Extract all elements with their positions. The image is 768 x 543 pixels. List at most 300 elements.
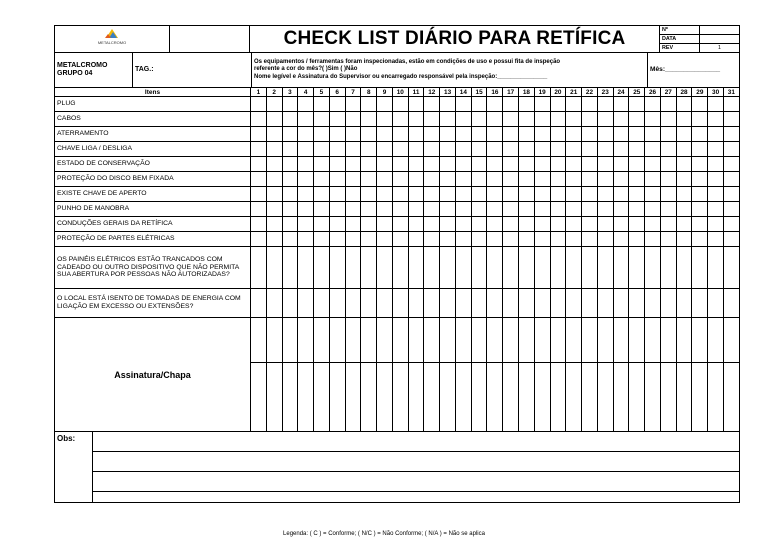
day-check-cell[interactable] [613,247,629,289]
day-check-cell[interactable] [392,97,408,112]
day-check-cell[interactable] [440,289,456,318]
day-check-cell[interactable] [329,247,345,289]
day-check-cell[interactable] [424,289,440,318]
day-check-cell[interactable] [282,187,298,202]
day-signature-cell[interactable] [282,363,298,432]
day-check-cell[interactable] [455,289,471,318]
day-check-cell[interactable] [266,202,282,217]
day-check-cell[interactable] [723,112,739,127]
day-check-cell[interactable] [471,232,487,247]
day-check-cell[interactable] [629,202,645,217]
day-check-cell[interactable] [597,289,613,318]
day-signature-cell[interactable] [251,363,267,432]
day-check-cell[interactable] [566,247,582,289]
day-check-cell[interactable] [582,289,598,318]
day-check-cell[interactable] [424,142,440,157]
day-signature-cell[interactable] [613,318,629,363]
day-check-cell[interactable] [708,232,724,247]
day-signature-cell[interactable] [692,363,708,432]
day-check-cell[interactable] [455,127,471,142]
day-check-cell[interactable] [424,97,440,112]
day-check-cell[interactable] [723,187,739,202]
day-check-cell[interactable] [345,187,361,202]
day-check-cell[interactable] [660,289,676,318]
day-check-cell[interactable] [629,247,645,289]
day-signature-cell[interactable] [645,318,661,363]
day-check-cell[interactable] [534,217,550,232]
day-check-cell[interactable] [708,247,724,289]
day-check-cell[interactable] [487,97,503,112]
day-check-cell[interactable] [345,289,361,318]
day-check-cell[interactable] [251,157,267,172]
day-check-cell[interactable] [629,157,645,172]
day-check-cell[interactable] [266,112,282,127]
day-check-cell[interactable] [503,247,519,289]
day-check-cell[interactable] [550,289,566,318]
day-check-cell[interactable] [455,187,471,202]
day-check-cell[interactable] [345,217,361,232]
day-check-cell[interactable] [329,232,345,247]
day-check-cell[interactable] [440,202,456,217]
day-check-cell[interactable] [424,187,440,202]
day-check-cell[interactable] [613,127,629,142]
day-signature-cell[interactable] [298,363,314,432]
day-check-cell[interactable] [361,202,377,217]
day-check-cell[interactable] [550,142,566,157]
day-check-cell[interactable] [660,172,676,187]
day-check-cell[interactable] [314,247,330,289]
day-check-cell[interactable] [392,289,408,318]
day-check-cell[interactable] [629,232,645,247]
day-signature-cell[interactable] [534,363,550,432]
day-check-cell[interactable] [503,289,519,318]
day-signature-cell[interactable] [519,318,535,363]
day-check-cell[interactable] [471,142,487,157]
day-check-cell[interactable] [329,217,345,232]
day-check-cell[interactable] [487,217,503,232]
day-check-cell[interactable] [392,217,408,232]
day-check-cell[interactable] [723,289,739,318]
day-check-cell[interactable] [455,112,471,127]
day-check-cell[interactable] [645,232,661,247]
day-check-cell[interactable] [660,127,676,142]
day-check-cell[interactable] [487,232,503,247]
day-check-cell[interactable] [645,202,661,217]
day-check-cell[interactable] [298,217,314,232]
day-check-cell[interactable] [345,157,361,172]
day-check-cell[interactable] [503,232,519,247]
day-check-cell[interactable] [298,232,314,247]
day-check-cell[interactable] [676,97,692,112]
day-check-cell[interactable] [503,172,519,187]
day-check-cell[interactable] [345,172,361,187]
day-check-cell[interactable] [582,202,598,217]
day-check-cell[interactable] [329,172,345,187]
day-signature-cell[interactable] [708,318,724,363]
day-check-cell[interactable] [455,172,471,187]
day-check-cell[interactable] [550,202,566,217]
day-check-cell[interactable] [266,217,282,232]
day-check-cell[interactable] [377,289,393,318]
day-check-cell[interactable] [597,247,613,289]
day-check-cell[interactable] [377,142,393,157]
day-check-cell[interactable] [377,172,393,187]
day-signature-cell[interactable] [440,363,456,432]
day-check-cell[interactable] [503,112,519,127]
date-value[interactable] [700,35,740,44]
day-signature-cell[interactable] [487,363,503,432]
day-signature-cell[interactable] [377,363,393,432]
day-check-cell[interactable] [613,217,629,232]
day-check-cell[interactable] [471,97,487,112]
day-check-cell[interactable] [566,112,582,127]
day-check-cell[interactable] [282,157,298,172]
day-check-cell[interactable] [676,127,692,142]
day-check-cell[interactable] [377,232,393,247]
day-check-cell[interactable] [660,217,676,232]
day-check-cell[interactable] [377,187,393,202]
day-check-cell[interactable] [408,142,424,157]
day-check-cell[interactable] [282,247,298,289]
day-signature-cell[interactable] [582,318,598,363]
day-check-cell[interactable] [345,142,361,157]
day-check-cell[interactable] [692,247,708,289]
day-check-cell[interactable] [361,232,377,247]
day-check-cell[interactable] [519,112,535,127]
day-signature-cell[interactable] [440,318,456,363]
day-check-cell[interactable] [597,97,613,112]
day-check-cell[interactable] [487,142,503,157]
day-check-cell[interactable] [455,202,471,217]
day-check-cell[interactable] [519,202,535,217]
day-check-cell[interactable] [329,112,345,127]
day-signature-cell[interactable] [645,363,661,432]
day-check-cell[interactable] [345,247,361,289]
day-check-cell[interactable] [314,202,330,217]
day-check-cell[interactable] [723,217,739,232]
day-check-cell[interactable] [519,232,535,247]
day-signature-cell[interactable] [676,318,692,363]
day-check-cell[interactable] [503,217,519,232]
day-check-cell[interactable] [597,187,613,202]
day-check-cell[interactable] [629,172,645,187]
day-check-cell[interactable] [723,142,739,157]
day-signature-cell[interactable] [534,318,550,363]
day-check-cell[interactable] [692,112,708,127]
day-check-cell[interactable] [613,112,629,127]
day-check-cell[interactable] [660,97,676,112]
day-check-cell[interactable] [251,187,267,202]
day-check-cell[interactable] [723,232,739,247]
day-check-cell[interactable] [377,247,393,289]
day-check-cell[interactable] [266,247,282,289]
day-check-cell[interactable] [471,289,487,318]
day-signature-cell[interactable] [503,318,519,363]
day-check-cell[interactable] [692,127,708,142]
day-check-cell[interactable] [550,172,566,187]
day-check-cell[interactable] [723,127,739,142]
day-check-cell[interactable] [408,217,424,232]
day-check-cell[interactable] [282,112,298,127]
day-check-cell[interactable] [392,142,408,157]
day-signature-cell[interactable] [392,363,408,432]
day-check-cell[interactable] [440,172,456,187]
day-signature-cell[interactable] [314,318,330,363]
day-check-cell[interactable] [519,97,535,112]
day-check-cell[interactable] [251,202,267,217]
day-check-cell[interactable] [424,217,440,232]
day-check-cell[interactable] [298,112,314,127]
day-check-cell[interactable] [660,142,676,157]
day-check-cell[interactable] [676,157,692,172]
day-signature-cell[interactable] [597,318,613,363]
day-check-cell[interactable] [550,112,566,127]
day-check-cell[interactable] [361,289,377,318]
day-signature-cell[interactable] [597,363,613,432]
day-signature-cell[interactable] [723,363,739,432]
day-check-cell[interactable] [314,157,330,172]
day-check-cell[interactable] [345,97,361,112]
day-check-cell[interactable] [708,157,724,172]
obs-line[interactable] [93,472,740,492]
day-signature-cell[interactable] [361,363,377,432]
day-check-cell[interactable] [266,172,282,187]
day-check-cell[interactable] [534,112,550,127]
day-check-cell[interactable] [550,247,566,289]
day-check-cell[interactable] [345,232,361,247]
day-check-cell[interactable] [329,157,345,172]
day-check-cell[interactable] [519,187,535,202]
day-check-cell[interactable] [534,289,550,318]
day-check-cell[interactable] [282,217,298,232]
day-check-cell[interactable] [723,157,739,172]
day-check-cell[interactable] [550,157,566,172]
day-check-cell[interactable] [692,172,708,187]
day-check-cell[interactable] [550,232,566,247]
day-check-cell[interactable] [392,172,408,187]
day-check-cell[interactable] [471,127,487,142]
day-check-cell[interactable] [377,112,393,127]
day-check-cell[interactable] [597,172,613,187]
day-check-cell[interactable] [266,187,282,202]
day-check-cell[interactable] [534,232,550,247]
day-check-cell[interactable] [629,97,645,112]
day-check-cell[interactable] [582,157,598,172]
day-check-cell[interactable] [708,127,724,142]
day-check-cell[interactable] [424,157,440,172]
day-check-cell[interactable] [645,142,661,157]
day-check-cell[interactable] [629,187,645,202]
day-check-cell[interactable] [597,232,613,247]
day-check-cell[interactable] [361,97,377,112]
day-check-cell[interactable] [613,202,629,217]
day-check-cell[interactable] [629,112,645,127]
day-check-cell[interactable] [534,97,550,112]
day-signature-cell[interactable] [408,318,424,363]
day-check-cell[interactable] [676,187,692,202]
day-check-cell[interactable] [408,247,424,289]
day-check-cell[interactable] [298,172,314,187]
day-check-cell[interactable] [550,217,566,232]
day-check-cell[interactable] [566,232,582,247]
day-check-cell[interactable] [503,202,519,217]
day-check-cell[interactable] [408,157,424,172]
day-check-cell[interactable] [455,97,471,112]
day-check-cell[interactable] [519,142,535,157]
day-check-cell[interactable] [503,157,519,172]
day-check-cell[interactable] [723,247,739,289]
day-check-cell[interactable] [629,289,645,318]
day-signature-cell[interactable] [251,318,267,363]
day-check-cell[interactable] [519,157,535,172]
day-signature-cell[interactable] [660,318,676,363]
obs-line[interactable] [93,432,740,452]
day-check-cell[interactable] [550,97,566,112]
day-check-cell[interactable] [692,187,708,202]
day-check-cell[interactable] [314,217,330,232]
day-check-cell[interactable] [723,172,739,187]
day-check-cell[interactable] [361,217,377,232]
day-check-cell[interactable] [266,127,282,142]
day-check-cell[interactable] [582,172,598,187]
day-check-cell[interactable] [613,172,629,187]
obs-line[interactable] [93,492,740,503]
day-signature-cell[interactable] [455,318,471,363]
day-check-cell[interactable] [471,157,487,172]
day-check-cell[interactable] [503,97,519,112]
day-signature-cell[interactable] [550,363,566,432]
day-check-cell[interactable] [392,112,408,127]
day-signature-cell[interactable] [424,318,440,363]
day-check-cell[interactable] [487,289,503,318]
day-check-cell[interactable] [408,289,424,318]
day-check-cell[interactable] [487,202,503,217]
day-check-cell[interactable] [377,97,393,112]
day-check-cell[interactable] [566,127,582,142]
day-signature-cell[interactable] [345,318,361,363]
day-check-cell[interactable] [361,112,377,127]
day-check-cell[interactable] [455,232,471,247]
day-check-cell[interactable] [361,157,377,172]
day-check-cell[interactable] [251,97,267,112]
day-signature-cell[interactable] [503,363,519,432]
day-check-cell[interactable] [377,127,393,142]
day-check-cell[interactable] [660,187,676,202]
day-signature-cell[interactable] [471,318,487,363]
day-check-cell[interactable] [487,157,503,172]
day-signature-cell[interactable] [660,363,676,432]
day-check-cell[interactable] [534,187,550,202]
day-check-cell[interactable] [282,127,298,142]
day-check-cell[interactable] [329,142,345,157]
day-check-cell[interactable] [566,217,582,232]
day-check-cell[interactable] [266,289,282,318]
day-check-cell[interactable] [408,172,424,187]
day-check-cell[interactable] [723,97,739,112]
day-signature-cell[interactable] [566,318,582,363]
day-check-cell[interactable] [471,217,487,232]
day-check-cell[interactable] [455,142,471,157]
day-check-cell[interactable] [251,247,267,289]
day-check-cell[interactable] [692,142,708,157]
day-signature-cell[interactable] [266,318,282,363]
day-check-cell[interactable] [298,202,314,217]
day-check-cell[interactable] [566,157,582,172]
day-check-cell[interactable] [519,127,535,142]
day-check-cell[interactable] [597,202,613,217]
day-check-cell[interactable] [298,142,314,157]
day-check-cell[interactable] [282,97,298,112]
day-check-cell[interactable] [550,127,566,142]
day-check-cell[interactable] [314,97,330,112]
number-value[interactable] [700,26,740,35]
day-check-cell[interactable] [629,142,645,157]
day-check-cell[interactable] [345,112,361,127]
day-check-cell[interactable] [534,202,550,217]
day-check-cell[interactable] [613,289,629,318]
day-signature-cell[interactable] [455,363,471,432]
day-check-cell[interactable] [314,142,330,157]
day-check-cell[interactable] [266,232,282,247]
day-check-cell[interactable] [645,157,661,172]
day-signature-cell[interactable] [329,318,345,363]
day-check-cell[interactable] [582,232,598,247]
day-check-cell[interactable] [377,217,393,232]
day-check-cell[interactable] [708,142,724,157]
day-signature-cell[interactable] [361,318,377,363]
day-check-cell[interactable] [692,157,708,172]
day-check-cell[interactable] [314,172,330,187]
day-check-cell[interactable] [440,157,456,172]
day-check-cell[interactable] [519,217,535,232]
day-check-cell[interactable] [408,202,424,217]
day-check-cell[interactable] [266,142,282,157]
day-check-cell[interactable] [692,232,708,247]
day-check-cell[interactable] [298,289,314,318]
day-signature-cell[interactable] [519,363,535,432]
day-check-cell[interactable] [471,187,487,202]
day-check-cell[interactable] [660,112,676,127]
day-check-cell[interactable] [629,127,645,142]
day-check-cell[interactable] [503,142,519,157]
day-check-cell[interactable] [455,217,471,232]
day-signature-cell[interactable] [487,318,503,363]
day-check-cell[interactable] [361,187,377,202]
day-check-cell[interactable] [676,217,692,232]
day-check-cell[interactable] [597,112,613,127]
day-check-cell[interactable] [597,217,613,232]
day-check-cell[interactable] [392,157,408,172]
day-check-cell[interactable] [471,247,487,289]
day-signature-cell[interactable] [566,363,582,432]
day-check-cell[interactable] [251,232,267,247]
day-check-cell[interactable] [566,172,582,187]
day-check-cell[interactable] [424,112,440,127]
day-check-cell[interactable] [408,187,424,202]
day-check-cell[interactable] [566,289,582,318]
day-check-cell[interactable] [708,217,724,232]
day-check-cell[interactable] [424,202,440,217]
day-check-cell[interactable] [314,187,330,202]
day-check-cell[interactable] [708,202,724,217]
day-check-cell[interactable] [361,142,377,157]
day-signature-cell[interactable] [676,363,692,432]
day-check-cell[interactable] [329,187,345,202]
day-check-cell[interactable] [345,127,361,142]
day-check-cell[interactable] [645,172,661,187]
day-check-cell[interactable] [566,202,582,217]
day-check-cell[interactable] [723,202,739,217]
